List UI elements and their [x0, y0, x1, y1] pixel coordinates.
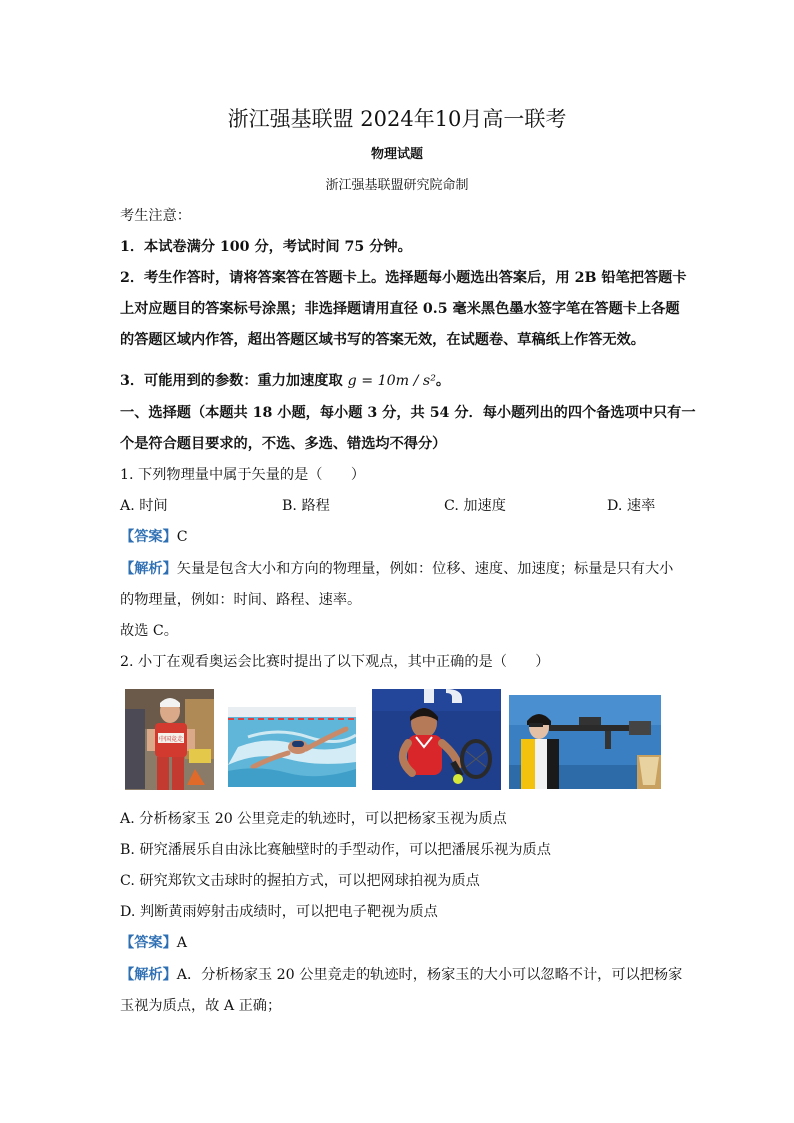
q1-option-d: D. 速率: [607, 498, 656, 514]
q1-option-c: C. 加速度: [444, 498, 506, 514]
q2-stem: 2. 小丁在观看奥运会比赛时提出了以下观点，其中正确的是（ ）: [120, 654, 550, 670]
q2-option-d: D. 判断黄雨婷射击成绩时，可以把电子靶视为质点: [120, 904, 438, 920]
photo-tennis-player: [372, 689, 501, 790]
q1-option-b: B. 路程: [282, 498, 330, 514]
section-1-line-2: 个是符合题目要求的，不选、多选、错选均不得分）: [120, 436, 447, 452]
notice-item-2-line-2: 上对应题目的答案标号涂黑；非选择题请用直径 0.5 毫米黑色墨水签字笔在答题卡上各题: [120, 301, 680, 317]
section-1-line-1: 一、选择题（本题共 18 小题，每小题 3 分，共 54 分．每小题列出的四个备选项中只有一: [120, 405, 696, 421]
exam-subject: 物理试题: [370, 147, 423, 162]
photo-swimmer: [228, 707, 356, 787]
photo-race-walker: [125, 689, 214, 790]
q2-answer-tag: 【答案】: [120, 935, 177, 951]
q1-analysis-tag: 【解析】: [120, 561, 177, 577]
photo-shooter: [509, 695, 661, 789]
q2-analysis-line-2: 玉视为质点，故 A 正确；: [120, 998, 282, 1014]
q2-answer: [120, 933, 187, 953]
q2-option-b: B. 研究潘展乐自由泳比赛触壁时的手型动作，可以把潘展乐视为质点: [120, 842, 551, 858]
q2-option-a: A. 分析杨家玉 20 公里竞走的轨迹时，可以把杨家玉视为质点: [120, 811, 507, 827]
race-walker-image: [125, 689, 214, 790]
notice-heading: 考生注意：: [120, 208, 191, 224]
gravity-formula: g = 10m / s²: [347, 373, 436, 389]
bib-text: 中国竞走: [158, 736, 184, 743]
notice-item-1: 1．本试卷满分 100 分，考试时间 75 分钟。: [120, 239, 412, 255]
q1-conclusion: 故选 C。: [120, 623, 178, 639]
notice-item-3: [120, 371, 450, 391]
q1-stem: 1. 下列物理量中属于矢量的是（ ）: [120, 467, 366, 483]
q1-analysis-line-1: [120, 559, 673, 579]
q2-option-c: C. 研究郑钦文击球时的握拍方式，可以把网球拍视为质点: [120, 873, 480, 889]
q2-analysis-text-1: A．分析杨家玉 20 公里竞走的轨迹时，杨家玉的大小可以忽略不计，可以把杨家: [176, 967, 683, 983]
q2-analysis-line-1: [120, 965, 682, 985]
exam-title: 浙江强基联盟 2024年10月高一联考: [227, 107, 567, 131]
shooter-image: [509, 695, 661, 789]
q1-answer-tag: 【答案】: [120, 529, 177, 545]
q1-option-a: A. 时间: [120, 498, 168, 514]
q1-analysis-line-2: 的物理量，例如：时间、路程、速率。: [120, 592, 362, 608]
notice-item-2-line-3: 的答题区域内作答，超出答题区域书写的答案无效，在试题卷、草稿纸上作答无效。: [120, 332, 645, 348]
q1-answer-value: C: [176, 529, 188, 545]
q1-analysis-text-1: 矢量是包含大小和方向的物理量，例如：位移、速度、加速度；标量是只有大小: [176, 561, 674, 577]
notice-item-3-text: 3．可能用到的参数：重力加速度取: [120, 373, 343, 389]
q2-answer-value: A: [176, 935, 188, 951]
tennis-player-image: [372, 689, 501, 790]
swimmer-image: [228, 707, 356, 787]
q2-analysis-tag: 【解析】: [120, 967, 177, 983]
notice-item-3-end: 。: [435, 373, 451, 389]
exam-org: 浙江强基联盟研究院命制: [325, 178, 469, 193]
notice-item-2-line-1: 2．考生作答时，请将答案答在答题卡上。选择题每小题选出答案后，用 2B 铅笔把答题卡: [120, 270, 687, 286]
q1-answer: [120, 527, 188, 547]
